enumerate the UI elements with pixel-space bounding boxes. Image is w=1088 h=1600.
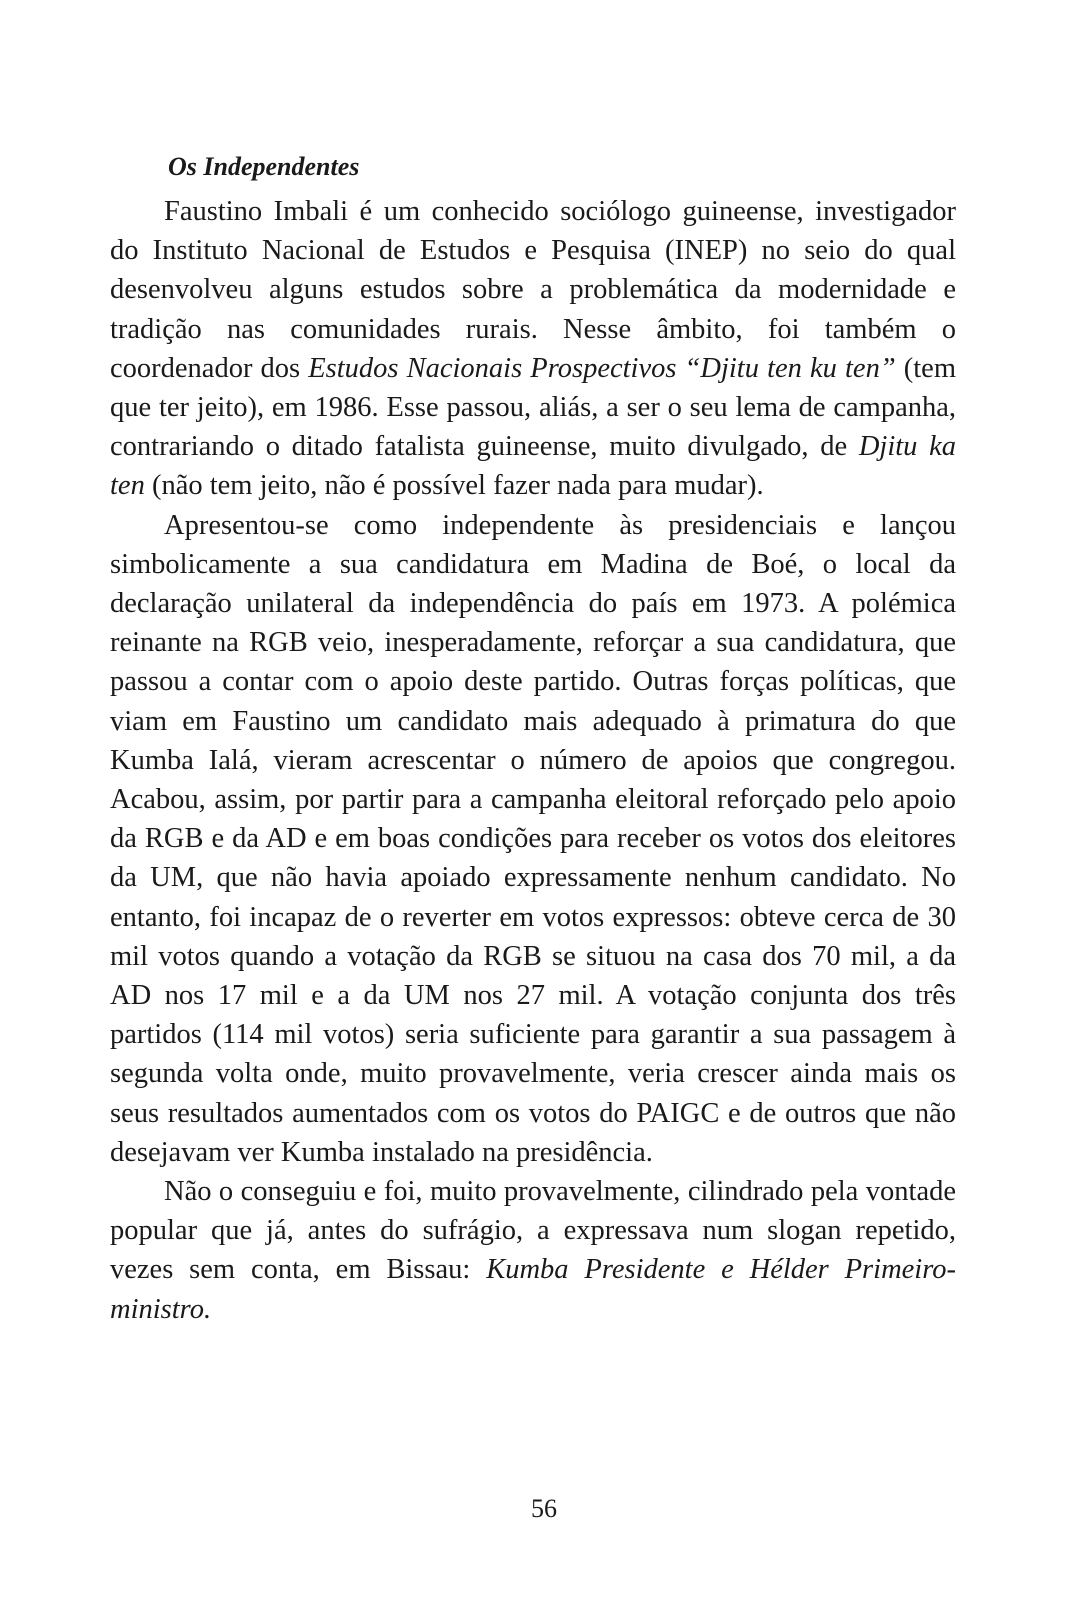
paragraph-1 <box>110 192 956 506</box>
paragraph-1-italic-2: Djitu ka ten <box>110 431 956 502</box>
paragraph-3-italic-1: Kumba Presidente e Hélder Primeiro-ministro. <box>110 1254 956 1325</box>
paragraph-3 <box>110 1172 956 1329</box>
paragraph-1-text-1: Faustino Imbali é um conhecido sociólogo guineense, investigador do Instituto Nacional de Estudos e Pesquisa (INEP) no seio do qual desenvolveu alguns estudos sobre a problemática da modernidade e tradição nas comunidades rurais. Nesse âmbito, foi também o coordenador dos <box>110 196 956 384</box>
page-number: 56 <box>531 1494 557 1523</box>
paragraph-3-text-1: Não o conseguiu e foi, muito provavelmente, cilindrado pela vontade popular que já, antes do sufrágio, a expressava num slogan repetido, vezes sem conta, em Bissau: <box>110 1176 956 1286</box>
paragraph-1-italic-1: Estudos Nacionais Prospectivos “Djitu ten ku ten” <box>308 352 896 384</box>
paragraph-1-text-2: (tem que ter jeito), em 1986. Esse passou, aliás, a ser o seu lema de campanha, contrariando o ditado fatalista guineense, muito divulgado, de <box>110 352 956 463</box>
paragraph-1-text-3: (não tem jeito, não é possível fazer nada para mudar). <box>144 470 764 502</box>
page-body <box>110 150 956 1329</box>
section-title: Os Independentes <box>168 152 360 181</box>
paragraph-2: Apresentou-se como independente às presidenciais e lançou simbolicamente a sua candidatura em Madina de Boé, o local da declaração unilateral da independência do país em 1973. A polémica reinante na RGB veio, inesperadamente, reforçar a sua candidatura, que passou a contar com o apoio deste partido. Outras forças políticas, que viam em Faustino um candidato mais adequado à primatura do que Kumba Ialá, vieram acrescentar o número de apoios que congregou. Acabou, assim, por partir para a campanha eleitoral reforçado pelo apoio da RGB e da AD e em boas condições para receber os votos dos eleitores da UM, que não havia apoiado expressamente nenhum candidato. No entanto, foi incapaz de o reverter em votos expressos: obteve cerca de 30 mil votos quando a votação da RGB se situou na casa dos 70 mil, a da AD nos 17 mil e a da UM nos 27 mil. A votação conjunta dos três partidos (114 mil votos) seria suficiente para garantir a sua passagem à segunda volta onde, muito provavelmente, veria crescer ainda mais os seus resultados aumentados com os votos do PAIGC e de outros que não desejavam ver Kumba instalado na presidência. <box>110 509 956 1168</box>
